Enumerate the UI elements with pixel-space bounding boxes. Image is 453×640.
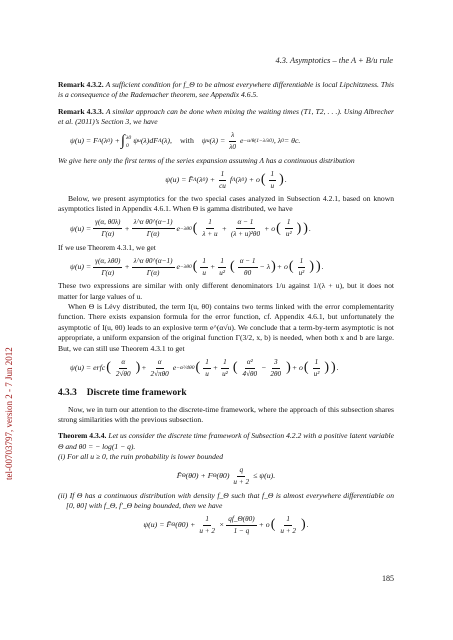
equation-gamma: ψ(u) = $\frac{\gamma(\alpha, \theta 0\lambda)}{\Gamma(\alpha)}$ + $\frac{\text{λ\textasciicircum{}α θ0\textasciicircum{}(α−1)}}{\Gamma(\alpha)}$ e −λθ0 ( $\frac{1}{\lambda + u}$ + $\frac{\alpha - 1}{\text{(λ + u)²θ0}}$ + o ( $\frac{1}{\text{u²}}$ ) ) . [70,218,311,239]
section-title: Discrete time framework [86,388,187,399]
equation-mixing: ψ(u) = F Λ (λ 0 ) + ∫ λ0 0 ψ u (λ)dF Λ (λ), with ψ u (λ) = $\frac{\lambda}{\lambda 0}$ e −u/θ(1−λ/λ0) , λ 0 = θc. [70,131,301,152]
theorem-item-i: (i) For all u ≥ 0, the ruin probability is lower bounded [58,452,224,462]
remark-text: A similar approach can be done when mixing the waiting times (T1, T2, . . .). Using Albrecher et al. (2011)’s Section 3, we have [58,106,394,127]
running-head: 4.3. Asymptotics – the A + B/u rule [275,56,393,65]
equation-discrete-expansion: ψ(u) = F̄ Θ (θ0) + $\frac{1}{u + 2}$ × $\frac{qf\_\Theta(\theta 0)}{1 - q}$ + o ( $\frac{1}{u + 2}$ ) . [143,514,309,535]
arxiv-sidenote [4,180,18,480]
theorem-text: Let us consider the discrete time framework of Subsection 4.2.2 with a positive latent variable Θ and θ0 = − log(1 − q). [58,431,395,451]
remark-label: Remark 4.3.3. [58,106,104,116]
equation-expansion: ψ(u) = F̄ Λ (λ 0 ) + $\frac{1}{cu}$ f Λ (λ 0 ) + o ( $\frac{1}{u}$ ) . [165,169,287,190]
paragraph: We give here only the first terms of the series expansion assuming Λ has a continuous distribution [58,155,355,165]
theorem-4-3-4 [58,431,394,452]
theorem-label: Theorem 4.3.4. [58,431,107,441]
equation-lower-bound: F̄ Θ (θ0) + F Θ (θ0) $\frac{q}{u + 2}$ ≤ ψ(u). [176,466,276,487]
remark-4-3-2 [58,80,394,101]
section-heading [58,388,394,398]
paragraph: These two expressions are similar with only different denominators 1/u against 1/(λ + u), but it does not matter for large values of u. [58,281,394,301]
sidenote-text: tel-00703797, version 2 - 7 Jun 2012 [4,347,14,480]
remark-text: A sufficient condition for f_Θ to be almost everywhere differentiable is local Lipchitzness. This is a consequence of the Rademacher theorem, see Appendix 4.6.5. [58,80,394,100]
paragraph: When Θ is Lévy distributed, the term I(u, θ0) contains two terms linked with the error complementarity function. There exists expansion formula for the error function, cf. Appendix 4.6.1, but unfortunately the asymptotic of I(u, θ0) leads to an explosive term e^(α√u). We conclude that a term-by-term asymptotic is not appropriate, a uniform expansion of the original function Γ(3/2, x, b) is needed, when both x and b are large. But, we can still use Theorem 4.3.1 to get [58,302,394,353]
page-number: 185 [382,574,394,583]
remark-label: Remark 4.3.2. [58,80,104,89]
equation-theorem-use: ψ(u) = $\frac{\gamma(\alpha, \lambda\theta 0)}{\Gamma(\alpha)}$ + $\frac{\text{λ\textasciicircum{}α θ0\textasciicircum{}(α−1)}}{\Gamma(\alpha)}$ e −λθ0 ( $\frac{1}{u}$ + $\frac{1}{\text{u²}}$ ( $\frac{\alpha - 1}{\theta 0}$ − λ ) + o ( $\frac{1}{\text{u²}}$ ) ) . [70,256,324,277]
main-content [58,80,394,539]
theorem-item-ii: (ii) If Θ has a continuous distribution with density f_Θ such that f_Θ is almost everywhere differentiable on [0, θ0] with f_Θ, f′_Θ being bounded, then we have [58,490,394,510]
section-number: 4.3.3 [58,388,77,399]
paragraph: If we use Theorem 4.3.1, we get [58,242,156,252]
remark-4-3-3 [58,107,394,128]
equation-levy: ψ(u) = erfc ( $\frac{\alpha}{2√\theta 0}$ ) + $\frac{\alpha}{2√\pi\theta 0}$ e −α²/4θ0 ( $\frac{1}{u}$ + $\frac{1}{\text{u²}}$ ( $\frac{\text{α²}}{4√\theta 0}$ − $\frac{3}{2\theta 0}$ ) + o ( $\frac{1}{\text{u²}}$ ) ) . [70,357,339,378]
paragraph: Below, we present asymptotics for the two special cases analyzed in Subsection 4.2.1, based on known asymptotics listed in Appendix 4.6.1. When Θ is gamma distributed, we have [58,194,394,214]
paragraph: Now, we in turn our attention to the discrete-time framework, where the approach of this subsection shares strong similarities with the previous subsection. [58,404,394,424]
